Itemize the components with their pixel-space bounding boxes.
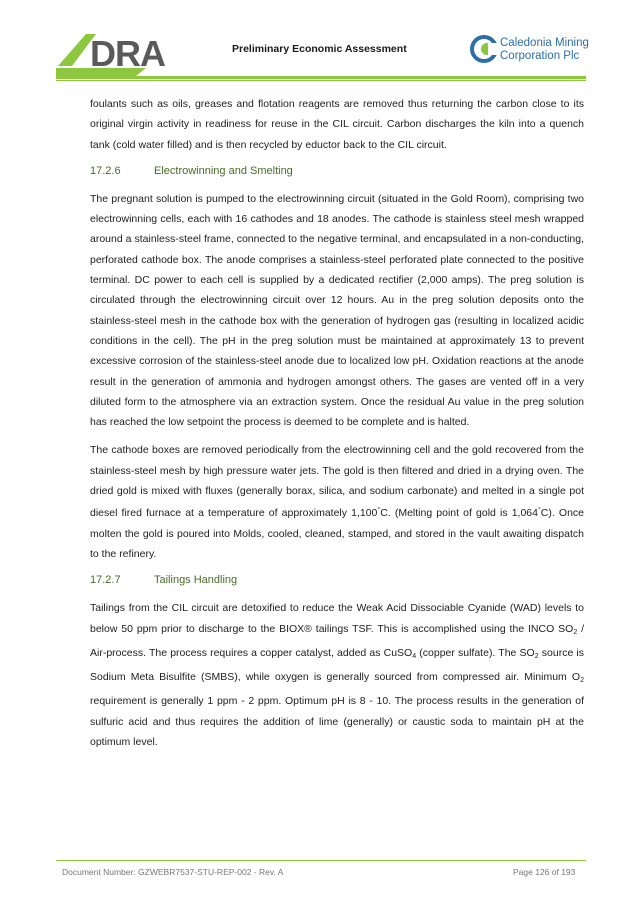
section-title: Electrowinning and Smelting xyxy=(154,164,293,177)
caledonia-logo xyxy=(470,34,590,70)
section-title: Tailings Handling xyxy=(154,574,238,587)
section-heading-tailings xyxy=(90,574,584,586)
caledonia-emblem-icon xyxy=(470,34,498,64)
section-heading-electrowinning xyxy=(90,165,584,177)
document-number: Document Number: GZWEBR7537-STU-REP-002 - Rev. A xyxy=(62,867,284,877)
header-divider-thin xyxy=(56,80,586,81)
header-divider xyxy=(56,76,586,79)
caledonia-name: Caledonia Mining xyxy=(500,37,589,49)
page-number: Page 126 of 193 xyxy=(513,867,576,877)
document-body xyxy=(90,94,584,760)
footer-divider xyxy=(56,860,586,861)
caledonia-corp: Corporation Plc xyxy=(500,50,580,62)
section-number: 17.2.7 xyxy=(90,574,121,587)
dra-logo xyxy=(56,28,202,78)
paragraph-electrowinning: The pregnant solution is pumped to the electrowinning circuit (situated in the Gold Room), comprising two electrowinning cells, each with 16 cathodes and 18 anodes. The cathode is stainless steel mesh wrapped around a stainless-steel frame, connected to the negative terminal, and encapsulated in a non-conducting, perforated cathode box. The anode comprises a stainless-steel perforated plate connected to the positive terminal. DC power to each cell is supplied by a dedicated rectifier (2,000 amps). The preg solution is circulated through the electrowinning circuit over 12 hours. Au in the preg solution deposits onto the stainless-steel mesh in the cathode box with the generation of hydrogen gas (resulting in localized acidic conditions in the cell). The pH in the preg solution must be maintained at approximately 13 to prevent excessive corrosion of the stainless-steel anode due to localized low pH. Oxidation reactions at the anode result in the generation of ammonia and hydrogen amongst others. The gases are vented off in a very diluted form to the atmosphere via an extraction system. Once the residual Au value in the preg solution has reached the low setpoint the process is deemed to be complete and is halted. xyxy=(90,192,584,429)
paragraph-carbon-regeneration: foulants such as oils, greases and flotation reagents are removed thus returning the carbon close to its original virgin activity in readiness for reuse in the CIL circuit. Carbon discharges the kiln into a quench tank (cold water filled) and is then recycled by eductor back to the CIL circuit. xyxy=(90,98,584,151)
document-title: Preliminary Economic Assessment xyxy=(232,43,407,55)
dra-logo-text: DRA xyxy=(90,33,165,74)
paragraph-tailings: Tailings from the CIL circuit are detoxified to reduce the Weak Acid Dissociable Cyanide (WAD) levels to below 50 ppm prior to discharge to the BIOX® tailings TSF. This is accomplished using the INCO $SO_2$ / Air-process. The process requires a copper catalyst, added as CuSO$_4$ (copper sulfate). The $SO_2$ source is Sodium Meta Bisulfite (SMBS), while oxygen is generally sourced from compressed air. Minimum $O_2$ requirement is generally 1 ppm - 2 ppm. Optimum pH is 8 - 10. The process results in the generation of sulfuric acid and thus requires the addition of lime (generally) or caustic soda to maintain pH at the optimum level. xyxy=(90,602,585,749)
paragraph-smelting: The cathode boxes are removed periodically from the electrowinning cell and the gold recovered from the stainless-steel mesh by high pressure water jets. The gold is then filtered and dried in a drying oven. The dried gold is mixed with fluxes (generally borax, silica, and sodium carbonate) and melted in a single pot diesel fired furnace at a temperature of approximately 1,100°C. (Melting point of gold is 1,064°C). Once molten the gold is poured into Molds, cooled, cleaned, stamped, and stored in the vault awaiting dispatch to the refinery. xyxy=(90,444,585,560)
section-number: 17.2.6 xyxy=(90,164,121,177)
page-header xyxy=(0,0,644,80)
